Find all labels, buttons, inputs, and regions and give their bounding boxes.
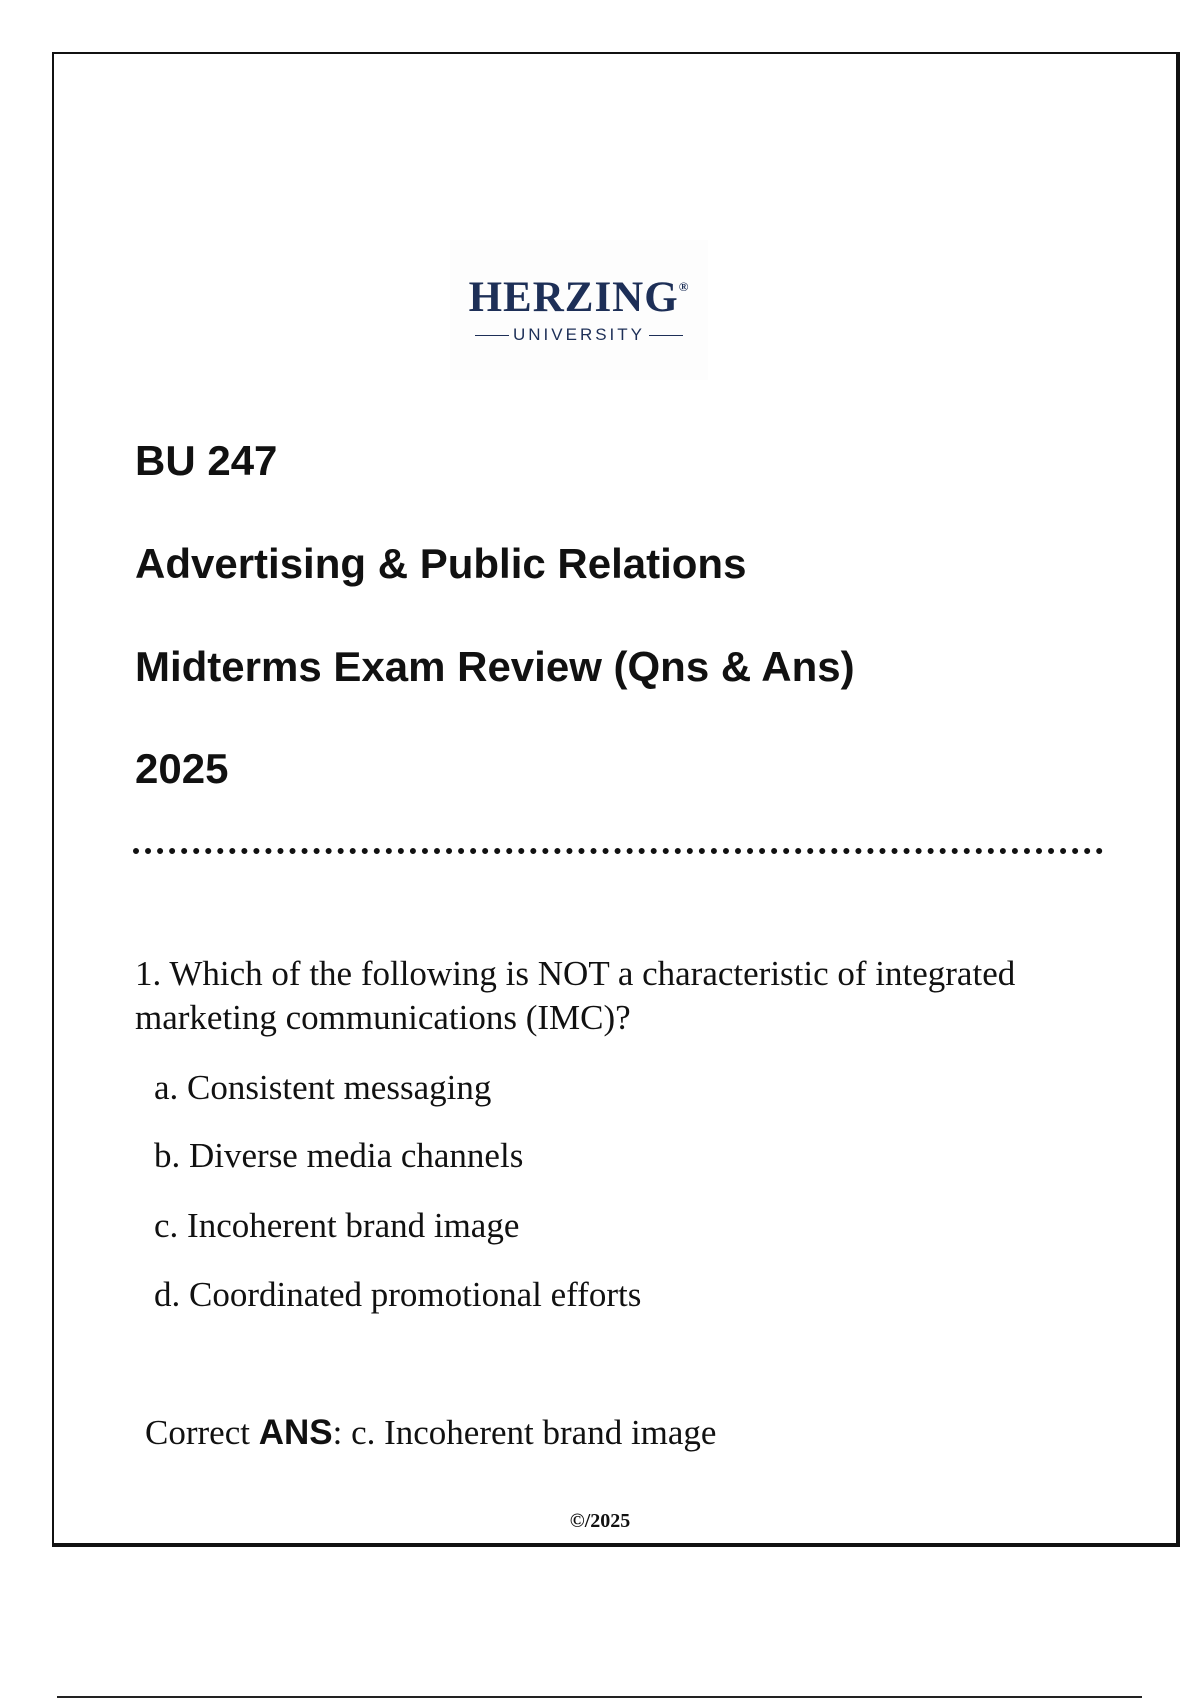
- option-a: a. Consistent messaging: [154, 1068, 492, 1107]
- copyright-footer: ©/2025: [569, 1510, 631, 1532]
- answer-prefix: Correct: [145, 1413, 259, 1452]
- course-title: Advertising & Public Relations: [135, 540, 747, 587]
- logo-wordmark: HERZING®: [468, 274, 690, 321]
- university-logo: [450, 240, 708, 380]
- question-text: 1. Which of the following is NOT a characteristic of integrated marketing communications (IMC)?: [135, 954, 1016, 1037]
- option-b: b. Diverse media channels: [154, 1136, 524, 1175]
- option-d: d. Coordinated promotional efforts: [154, 1275, 642, 1314]
- correct-answer: [145, 1413, 716, 1453]
- dotted-divider: [133, 848, 1103, 854]
- document-year: 2025: [135, 745, 229, 792]
- bottom-divider: [57, 1696, 1142, 1698]
- document-title: Midterms Exam Review (Qns & Ans): [135, 643, 855, 690]
- option-c: c. Incoherent brand image: [154, 1206, 520, 1245]
- course-code: BU 247: [135, 437, 278, 484]
- answer-text: : c. Incoherent brand image: [332, 1413, 717, 1452]
- logo-subtitle: UNIVERSITY: [450, 325, 708, 345]
- answer-key-label: ANS: [258, 1413, 333, 1452]
